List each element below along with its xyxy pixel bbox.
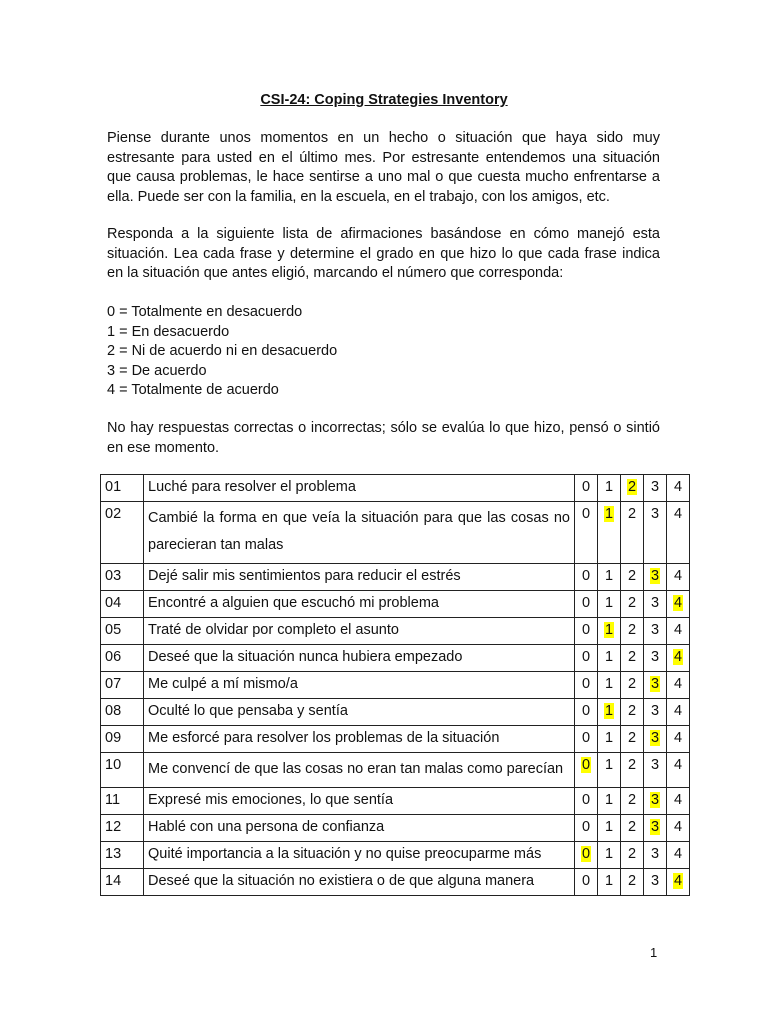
selected-response-option: 1: [604, 622, 614, 638]
selected-response-option: 3: [650, 730, 660, 746]
item-statement: Me convencí de que las cosas no eran tan malas como parecían: [144, 753, 575, 788]
response-option-cell[interactable]: [644, 869, 667, 896]
response-option: 2: [627, 757, 637, 773]
item-statement: Deseé que la situación no existiera o de que alguna manera: [144, 869, 575, 896]
scale-legend: [107, 303, 337, 401]
response-option-cell[interactable]: [575, 726, 598, 753]
response-option-cell[interactable]: [575, 591, 598, 618]
response-option-cell[interactable]: [667, 726, 690, 753]
response-option: 0: [581, 703, 591, 719]
table-row: [101, 815, 690, 842]
response-option-cell[interactable]: [621, 788, 644, 815]
item-number: 12: [101, 815, 144, 842]
response-option-cell[interactable]: [644, 842, 667, 869]
selected-response-option: 2: [627, 479, 637, 495]
response-option: 1: [604, 730, 614, 746]
response-option-cell[interactable]: [667, 591, 690, 618]
response-option: 2: [627, 622, 637, 638]
response-option-cell[interactable]: [575, 788, 598, 815]
response-option-cell[interactable]: [667, 672, 690, 699]
response-option: 2: [627, 676, 637, 692]
response-option-cell[interactable]: [575, 699, 598, 726]
table-row: [101, 475, 690, 502]
item-statement: Deseé que la situación nunca hubiera empezado: [144, 645, 575, 672]
response-option-cell[interactable]: [621, 475, 644, 502]
selected-response-option: 3: [650, 568, 660, 584]
response-option: 1: [604, 649, 614, 665]
selected-response-option: 4: [673, 595, 683, 611]
response-option: 4: [673, 730, 683, 746]
response-option-cell[interactable]: [621, 815, 644, 842]
response-option-cell[interactable]: [575, 815, 598, 842]
response-option-cell[interactable]: [575, 618, 598, 645]
response-option-cell[interactable]: [575, 753, 598, 788]
response-option: 0: [581, 819, 591, 835]
table-row: [101, 618, 690, 645]
item-statement: Cambié la forma en que veía la situación para que las cosas no parecieran tan malas: [144, 502, 575, 564]
response-option-cell[interactable]: [644, 726, 667, 753]
table-row: [101, 788, 690, 815]
table-row: [101, 645, 690, 672]
response-option-cell[interactable]: [644, 815, 667, 842]
selected-response-option: 3: [650, 792, 660, 808]
response-option: 2: [627, 506, 637, 522]
response-option-cell[interactable]: [621, 726, 644, 753]
item-statement: Hablé con una persona de confianza: [144, 815, 575, 842]
response-option-cell[interactable]: [644, 788, 667, 815]
response-option-cell[interactable]: [575, 475, 598, 502]
response-option: 4: [673, 676, 683, 692]
selected-response-option: 3: [650, 819, 660, 835]
response-option-cell[interactable]: [621, 591, 644, 618]
response-option-cell[interactable]: [667, 699, 690, 726]
response-option: 4: [673, 568, 683, 584]
table-row: [101, 502, 690, 564]
response-option-cell[interactable]: [598, 475, 621, 502]
response-option: 0: [581, 730, 591, 746]
scale-item: 2 = Ni de acuerdo ni en desacuerdo: [107, 343, 338, 359]
response-option-cell[interactable]: [575, 842, 598, 869]
selected-response-option: 4: [673, 649, 683, 665]
response-option: 1: [604, 479, 614, 495]
item-number: 09: [101, 726, 144, 753]
response-option: 2: [627, 730, 637, 746]
item-number: 05: [101, 618, 144, 645]
response-option-cell[interactable]: [598, 815, 621, 842]
response-option-cell[interactable]: [621, 672, 644, 699]
scale-item: 4 = Totalmente de acuerdo: [107, 382, 279, 398]
item-statement: Dejé salir mis sentimientos para reducir el estrés: [144, 564, 575, 591]
response-option-cell[interactable]: [598, 699, 621, 726]
response-option-cell[interactable]: [621, 645, 644, 672]
response-option-cell[interactable]: [667, 869, 690, 896]
response-option-cell[interactable]: [598, 672, 621, 699]
response-option: 4: [673, 819, 683, 835]
selected-response-option: 0: [581, 846, 591, 862]
table-row: [101, 699, 690, 726]
response-option: 3: [650, 506, 660, 522]
item-statement: Quité importancia a la situación y no quise preocuparme más: [144, 842, 575, 869]
item-number: 06: [101, 645, 144, 672]
instructions-paragraph: Responda a la siguiente lista de afirmaciones basándose en cómo manejó esta situación. Lea cada frase y determine el grado en que hizo lo que cada frase indica en la situación que antes eligió, marcando el número que corresponda:: [107, 226, 660, 281]
response-option: 3: [650, 649, 660, 665]
response-option: 2: [627, 792, 637, 808]
item-number: 02: [101, 502, 144, 564]
note-paragraph: No hay respuestas correctas o incorrectas; sólo se evalúa lo que hizo, pensó o sintió en ese momento.: [107, 420, 660, 456]
response-option: 2: [627, 595, 637, 611]
response-option: 4: [673, 479, 683, 495]
response-option-cell[interactable]: [598, 645, 621, 672]
response-option: 0: [581, 649, 591, 665]
scale-item: 3 = De acuerdo: [107, 362, 207, 379]
page-title: CSI-24: Coping Strategies Inventory: [260, 92, 508, 108]
response-option-cell[interactable]: [644, 753, 667, 788]
response-option-cell[interactable]: [621, 699, 644, 726]
response-option-cell[interactable]: [621, 618, 644, 645]
response-option: 0: [581, 676, 591, 692]
response-option-cell[interactable]: [644, 645, 667, 672]
response-option: 1: [604, 792, 614, 808]
response-option: 1: [604, 873, 614, 889]
table-row: [101, 842, 690, 869]
response-option: 1: [604, 676, 614, 692]
response-option: 2: [627, 649, 637, 665]
table-row: [101, 869, 690, 896]
item-statement: Me culpé a mí mismo/a: [144, 672, 575, 699]
response-option-cell[interactable]: [598, 753, 621, 788]
response-option-cell[interactable]: [644, 564, 667, 591]
response-option: 3: [650, 595, 660, 611]
response-option-cell[interactable]: [598, 842, 621, 869]
response-option: 4: [673, 506, 683, 522]
response-option-cell[interactable]: [644, 502, 667, 564]
response-option-cell[interactable]: [667, 564, 690, 591]
response-option-cell[interactable]: [575, 869, 598, 896]
response-option-cell[interactable]: [575, 645, 598, 672]
response-option-cell[interactable]: [621, 564, 644, 591]
response-option: 3: [650, 757, 660, 773]
response-option: 2: [627, 703, 637, 719]
response-option-cell[interactable]: [667, 645, 690, 672]
response-option: 1: [604, 595, 614, 611]
selected-response-option: 4: [673, 873, 683, 889]
response-option-cell[interactable]: [575, 502, 598, 564]
response-option-cell[interactable]: [598, 618, 621, 645]
item-number: 14: [101, 869, 144, 896]
response-option: 3: [650, 873, 660, 889]
response-option: 0: [581, 568, 591, 584]
response-option: 3: [650, 479, 660, 495]
response-option-cell[interactable]: [621, 869, 644, 896]
table-row: [101, 753, 690, 788]
response-option-cell[interactable]: [644, 618, 667, 645]
response-option: 4: [673, 757, 683, 773]
table-row: [101, 672, 690, 699]
response-option-cell[interactable]: [644, 591, 667, 618]
response-option: 2: [627, 568, 637, 584]
item-statement: Encontré a alguien que escuchó mi problema: [144, 591, 575, 618]
response-option: 4: [673, 622, 683, 638]
response-option: 0: [581, 792, 591, 808]
response-option: 3: [650, 703, 660, 719]
response-option-cell[interactable]: [621, 753, 644, 788]
scale-item: 1 = En desacuerdo: [107, 323, 230, 340]
item-number: 01: [101, 475, 144, 502]
response-option: 3: [650, 846, 660, 862]
item-number: 03: [101, 564, 144, 591]
item-number: 10: [101, 753, 144, 788]
selected-response-option: 1: [604, 506, 614, 522]
item-number: 08: [101, 699, 144, 726]
response-option-cell[interactable]: [598, 726, 621, 753]
response-option-cell[interactable]: [667, 788, 690, 815]
response-option-cell[interactable]: [644, 672, 667, 699]
response-option-cell[interactable]: [667, 753, 690, 788]
selected-response-option: 3: [650, 676, 660, 692]
item-statement: Me esforcé para resolver los problemas de la situación: [144, 726, 575, 753]
item-statement: Luché para resolver el problema: [144, 475, 575, 502]
item-statement: Traté de olvidar por completo el asunto: [144, 618, 575, 645]
response-option-cell[interactable]: [621, 502, 644, 564]
response-option-cell[interactable]: [667, 502, 690, 564]
response-option: 3: [650, 622, 660, 638]
response-option: 4: [673, 703, 683, 719]
response-option-cell[interactable]: [667, 842, 690, 869]
response-option: 1: [604, 846, 614, 862]
table-row: [101, 591, 690, 618]
response-option-cell[interactable]: [598, 591, 621, 618]
response-option: 4: [673, 792, 683, 808]
response-option-cell[interactable]: [621, 842, 644, 869]
response-option-cell[interactable]: [575, 672, 598, 699]
item-number: 07: [101, 672, 144, 699]
response-option: 2: [627, 819, 637, 835]
response-option-cell[interactable]: [667, 475, 690, 502]
item-number: 13: [101, 842, 144, 869]
response-option-cell[interactable]: [644, 699, 667, 726]
item-statement: Expresé mis emociones, lo que sentía: [144, 788, 575, 815]
selected-response-option: 0: [581, 757, 591, 773]
response-option-cell[interactable]: [667, 815, 690, 842]
response-option: 4: [673, 846, 683, 862]
response-option: 1: [604, 568, 614, 584]
scale-item: 0 = Totalmente en desacuerdo: [107, 304, 303, 320]
item-statement: Oculté lo que pensaba y sentía: [144, 699, 575, 726]
item-number: 04: [101, 591, 144, 618]
item-number: 11: [101, 788, 144, 815]
response-option: 2: [627, 846, 637, 862]
table-row: [101, 726, 690, 753]
inventory-table: [100, 474, 690, 896]
response-option-cell[interactable]: [575, 564, 598, 591]
response-option-cell[interactable]: [598, 869, 621, 896]
response-option-cell[interactable]: [598, 502, 621, 564]
response-option: 0: [581, 873, 591, 889]
intro-paragraph: Piense durante unos momentos en un hecho o situación que haya sido muy estresante para usted en el último mes. Por estresante entendemos una situación que causa problemas, le hace sentirse a uno mal o que cuesta mucho enfrentarse a ella. Puede ser con la familia, en la escuela, en el trabajo, con los amigos, etc.: [107, 130, 660, 205]
response-option: 2: [627, 873, 637, 889]
response-option-cell[interactable]: [667, 618, 690, 645]
response-option-cell[interactable]: [598, 564, 621, 591]
response-option: 0: [581, 595, 591, 611]
response-option: 1: [604, 757, 614, 773]
response-option: 0: [581, 479, 591, 495]
response-option: 0: [581, 506, 591, 522]
table-row: [101, 564, 690, 591]
response-option-cell[interactable]: [598, 788, 621, 815]
response-option-cell[interactable]: [644, 475, 667, 502]
selected-response-option: 1: [604, 703, 614, 719]
response-option: 1: [604, 819, 614, 835]
page-number: 1: [650, 945, 658, 960]
response-option: 0: [581, 622, 591, 638]
